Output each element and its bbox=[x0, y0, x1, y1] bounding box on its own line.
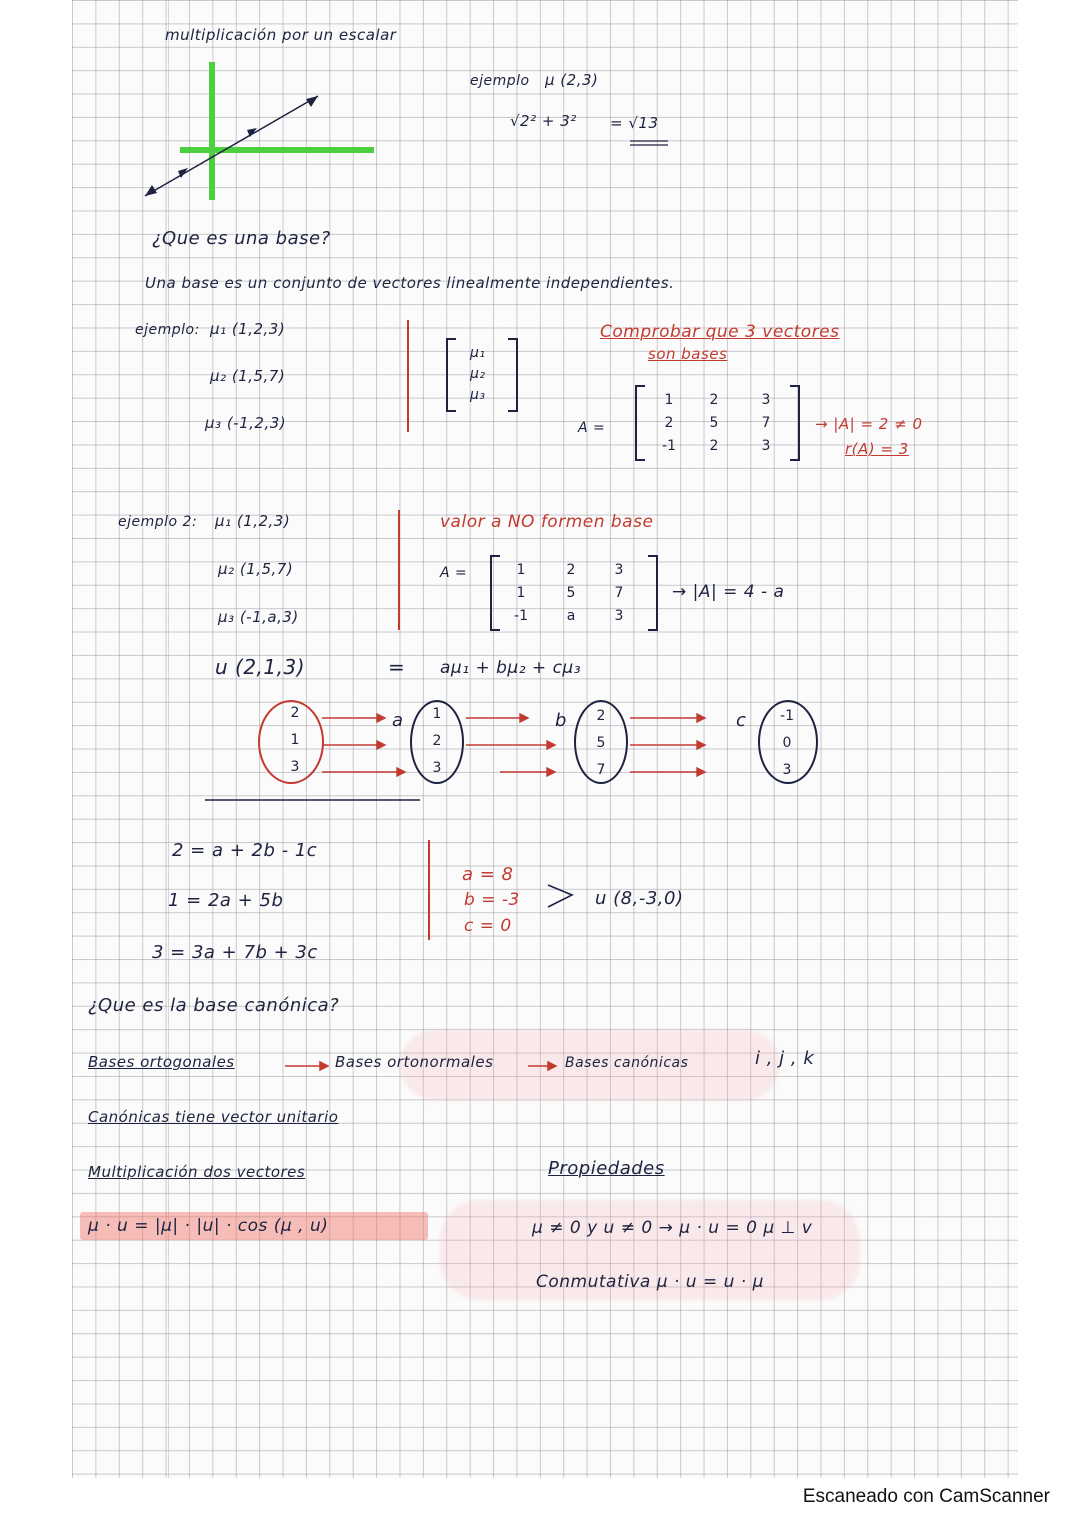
base-u2: μ₂ (1,5,7) bbox=[210, 367, 286, 385]
base-matrix-cell: 3 bbox=[761, 438, 771, 454]
base-example-label: ejemplo: bbox=[135, 322, 200, 338]
ex2-u3: μ₃ (-1,a,3) bbox=[218, 608, 299, 626]
base-matrix-cell: 2 bbox=[709, 392, 719, 408]
ex2-matrix-cell: 1 bbox=[516, 585, 526, 601]
ex2-label: ejemplo 2: bbox=[118, 514, 198, 530]
ex2-eq3: 3 = 3a + 7b + 3c bbox=[152, 942, 318, 963]
props-title: Propiedades bbox=[548, 1158, 665, 1179]
ex2-matrix-cell: a bbox=[566, 608, 576, 624]
col-2-cell: 5 bbox=[596, 735, 606, 751]
ex2-det-result: → |A| = 4 - a bbox=[672, 582, 785, 602]
base-check-title: Comprobar que 3 vectores bbox=[600, 322, 840, 342]
camscanner-watermark: Escaneado con CamScanner bbox=[802, 1486, 1050, 1507]
col-1-cell: 3 bbox=[432, 760, 442, 776]
ex2-eq2: 1 = 2a + 5b bbox=[168, 890, 284, 911]
ex2-matrix-cell: 5 bbox=[566, 585, 576, 601]
base-matrix-cell: 2 bbox=[664, 415, 674, 431]
base-matrix-cell: 5 bbox=[709, 415, 719, 431]
chain-item-1: Bases ortogonales bbox=[88, 1053, 235, 1071]
chain-item-2: Bases ortonormales bbox=[335, 1053, 494, 1071]
base-question: ¿Que es una base? bbox=[152, 228, 331, 249]
col-a-coef: a bbox=[392, 710, 404, 731]
col-2-cell: 2 bbox=[596, 708, 606, 724]
ex2-u2: μ₂ (1,5,7) bbox=[218, 560, 294, 578]
product-heading: Multiplicación dos vectores bbox=[88, 1163, 306, 1181]
canonical-question: ¿Que es la base canónica? bbox=[88, 995, 340, 1016]
base-check-subtitle: son bases bbox=[648, 345, 728, 363]
scalar-example-label: ejemplo bbox=[470, 73, 530, 89]
col-v-cell: 3 bbox=[290, 759, 300, 775]
scalar-heading: multiplicación por un escalar bbox=[165, 26, 397, 44]
base-matrix-cell: 3 bbox=[761, 392, 771, 408]
col-1-cell: 1 bbox=[432, 706, 442, 722]
prop-1: μ ≠ 0 y u ≠ 0 → μ · u = 0 μ ⊥ v bbox=[532, 1218, 813, 1238]
base-definition: Una base es un conjunto de vectores linealmente independientes. bbox=[145, 274, 675, 292]
base-det-result: → |A| = 2 ≠ 0 bbox=[815, 415, 923, 433]
scalar-example-vector: μ (2,3) bbox=[545, 71, 599, 89]
base-matrix-cell: 2 bbox=[709, 438, 719, 454]
col-v-cell: 2 bbox=[290, 705, 300, 721]
unit-vectors: i , j , k bbox=[755, 1048, 815, 1069]
scalar-norm-expr: √2² + 3² bbox=[510, 112, 577, 130]
col-2-cell: 7 bbox=[596, 762, 606, 778]
base-matrix-cell: 1 bbox=[664, 392, 674, 408]
ex2-sol-b: b = -3 bbox=[464, 890, 520, 910]
col-v-cell: 1 bbox=[290, 732, 300, 748]
ex2-combo-rhs: aμ₁ + bμ₂ + cμ₃ bbox=[440, 658, 582, 678]
base-matrix-cell: 7 bbox=[761, 415, 771, 431]
scalar-norm-result: = √13 bbox=[610, 114, 659, 132]
ex2-matrix-cell: 7 bbox=[614, 585, 624, 601]
chain-item-3: Bases canónicas bbox=[565, 1055, 689, 1071]
ex2-matrix-cell: 1 bbox=[516, 562, 526, 578]
base-matrix-label-2: μ₂ bbox=[470, 366, 486, 382]
col-b-coef: b bbox=[555, 710, 567, 731]
prop-2: Conmutativa μ · u = u · μ bbox=[536, 1272, 764, 1292]
ex2-eq1: 2 = a + 2b - 1c bbox=[172, 840, 318, 861]
ex2-matrix-cell: -1 bbox=[514, 608, 528, 624]
product-formula: μ · u = |μ| · |u| · cos (μ , u) bbox=[88, 1216, 329, 1236]
base-u1: μ₁ (1,2,3) bbox=[210, 320, 286, 338]
ex2-sol-c: c = 0 bbox=[464, 916, 512, 936]
ex2-matrix-name: A = bbox=[440, 565, 468, 581]
ex2-value-title: valor a NO formen base bbox=[440, 512, 654, 532]
col-c-coef: c bbox=[736, 710, 747, 731]
base-matrix-label-1: μ₁ bbox=[470, 345, 486, 361]
base-matrix-cell: -1 bbox=[662, 438, 676, 454]
ex2-matrix-cell: 3 bbox=[614, 562, 624, 578]
canonical-note: Canónicas tiene vector unitario bbox=[88, 1108, 339, 1126]
base-u3: μ₃ (-1,2,3) bbox=[205, 414, 287, 432]
base-matrix-label-3: μ₃ bbox=[470, 387, 486, 403]
col-3-cell: 3 bbox=[782, 762, 792, 778]
ex2-combo-eq: = bbox=[388, 655, 406, 679]
col-1-cell: 2 bbox=[432, 733, 442, 749]
ex2-combo-lhs: u (2,1,3) bbox=[215, 655, 306, 679]
ex2-matrix-cell: 3 bbox=[614, 608, 624, 624]
base-rank-result: r(A) = 3 bbox=[845, 440, 909, 458]
col-3-cell: 0 bbox=[782, 735, 792, 751]
ex2-sol-a: a = 8 bbox=[462, 864, 514, 885]
ex2-matrix-cell: 2 bbox=[566, 562, 576, 578]
col-3-cell: -1 bbox=[780, 708, 794, 724]
ex2-u1: μ₁ (1,2,3) bbox=[215, 512, 291, 530]
ex2-result: u (8,-3,0) bbox=[595, 888, 684, 909]
base-matrix-name: A = bbox=[578, 420, 606, 436]
